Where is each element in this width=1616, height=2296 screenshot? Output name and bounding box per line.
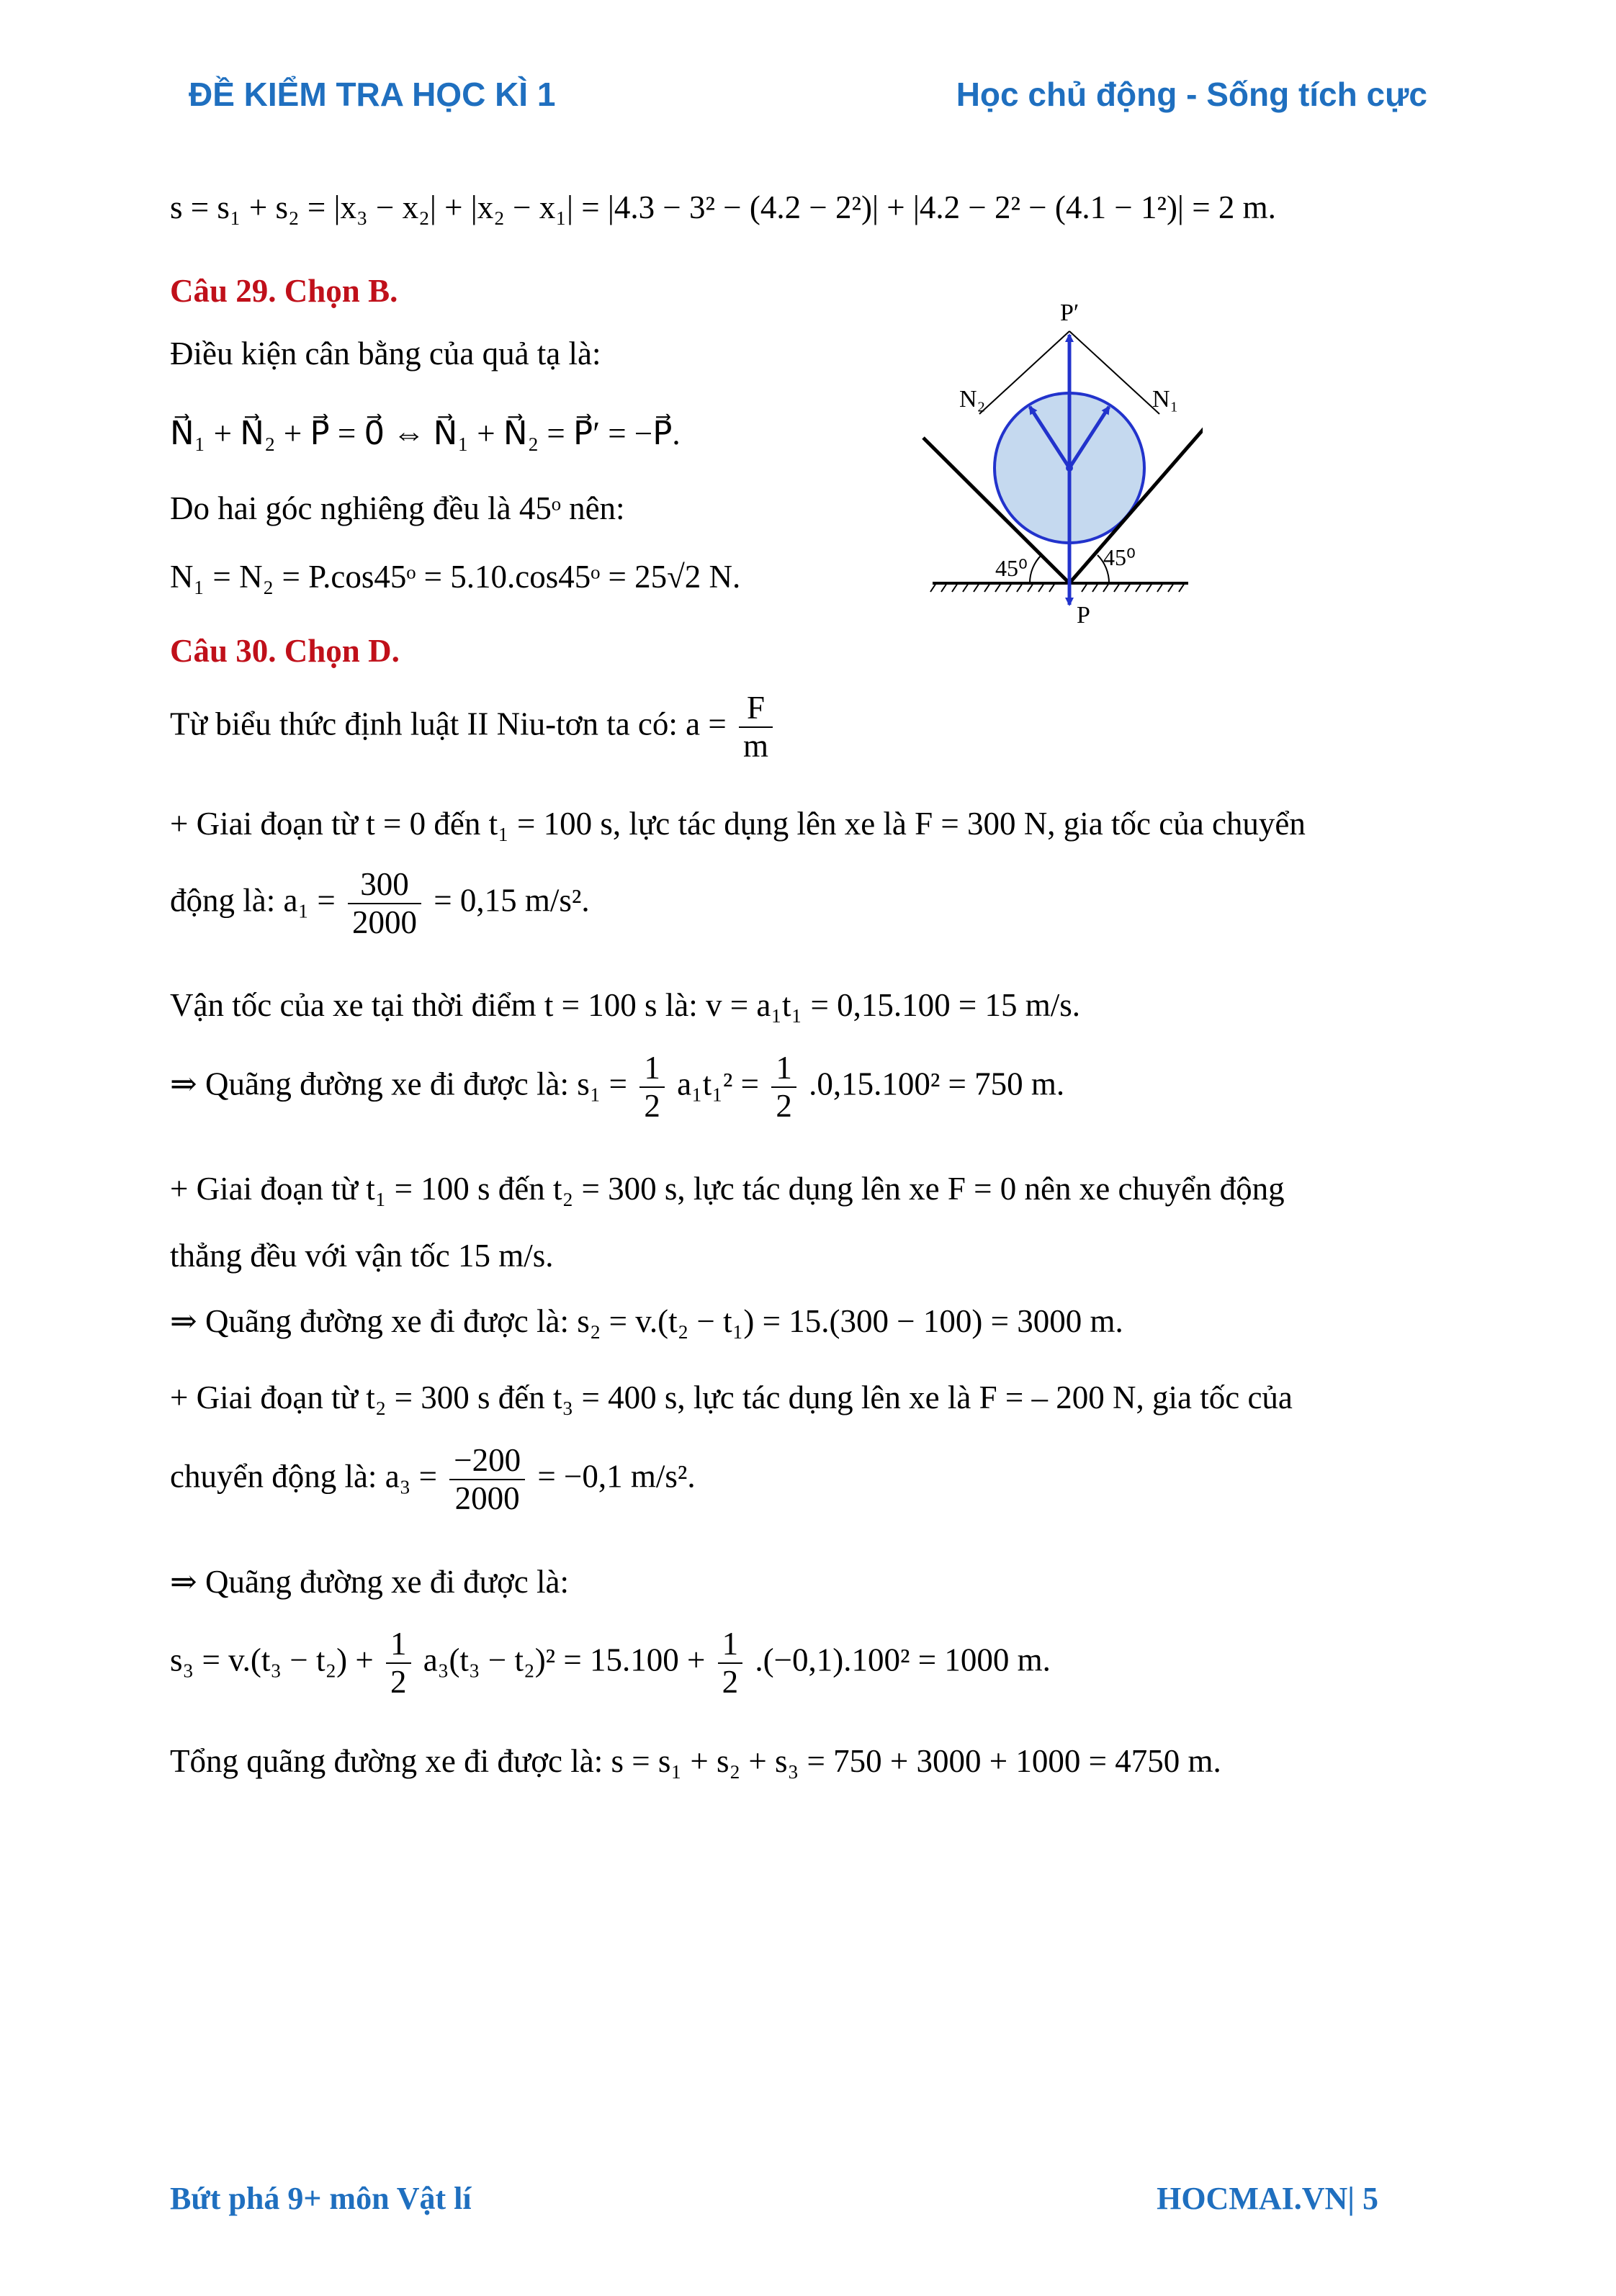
header-title-left: ĐỀ KIỂM TRA HỌC KÌ 1 [189,76,556,113]
angle-arc-left [1030,555,1041,583]
footer-site-page: HOCMAI.VN| 5 [1157,2181,1378,2216]
fraction-a3: $\frac{-200}{2000}$ [449,1444,525,1516]
label-p: P [1077,602,1090,629]
ball-center [1066,464,1073,472]
q30-line-12 [170,1627,1051,1700]
q30-line-3-text: động là: [170,882,276,919]
q29-equation-2: N₁ = N₂ = P.cos45ᵒ = 5.10.cos45ᵒ = 25√2 N. [170,559,741,595]
q30-line-1-lhs: a = [686,706,727,742]
label-n2: N₂ [959,386,986,413]
q30-line-10-rhs: = −0,1 m/s². [537,1458,696,1495]
q30-line-8: ⇒ Quãng đường xe đi được là: s₂ = v.(t₂ − t₁) = 15.(300 − 100) = 3000 m. [170,1303,1123,1339]
q30-line-5-rhs: .0,15.100² = 750 m. [809,1066,1065,1102]
q30-line-5 [170,1051,1064,1124]
q30-line-5-mid: a₁t₁² = [677,1066,760,1102]
q29-equation-1: N⃗₁ + N⃗₂ + P⃗ = 0⃗ ⇔ N⃗₁ + N⃗₂ = P⃗′ = −P⃗. [170,415,681,451]
angle-label-left: 45⁰ [995,555,1028,581]
q30-line-9: + Giai đoạn từ t₂ = 300 s đến t₃ = 400 s, lực tác dụng lên xe là F = – 200 N, gia tốc của [170,1379,1293,1415]
q30-line-5-lhs: s₁ = [577,1066,628,1102]
question-29-title: Câu 29. Chọn B. [170,273,398,309]
fraction-half-2: $\frac{1}{2}$ [771,1051,796,1124]
q30-line-1-text: Từ biểu thức định luật II Niu-tơn ta có: [170,706,678,742]
header-slogan-right: Học chủ động - Sống tích cực [956,76,1427,113]
q30-line-12-b: a₃(t₃ − t₂)² = 15.100 + [423,1642,706,1678]
fraction-a1: $\frac{300}{2000}$ [348,868,421,940]
q30-line-3-lhs: a₁ = [283,882,336,919]
fraction-half-1: $\frac{1}{2}$ [639,1051,665,1124]
q30-line-10-lhs: a₃ = [385,1458,437,1495]
q30-line-6: + Giai đoạn từ t₁ = 100 s đến t₂ = 300 s, lực tác dụng lên xe F = 0 nên xe chuyển động [170,1171,1285,1207]
q29-text-1: Điều kiện cân bằng của quả tạ là: [170,336,601,372]
q30-line-3-rhs: = 0,15 m/s². [434,882,590,919]
q30-line-1 [170,691,777,764]
force-diagram [915,284,1203,630]
fraction-half-3: $\frac{1}{2}$ [386,1627,411,1700]
q30-line-4: Vận tốc của xe tại thời điểm t = 100 s là: v = a₁t₁ = 0,15.100 = 15 m/s. [170,987,1080,1023]
equation-total-distance-top: s = s₁ + s₂ = |x₃ − x₂| + |x₂ − x₁| = |4.3 − 3² − (4.2 − 2²)| + |4.2 − 2² − (4.1 − 1²)| = 2 m. [170,189,1276,225]
footer-course-title: Bứt phá 9+ môn Vật lí [170,2181,472,2216]
q30-line-2: + Giai đoạn từ t = 0 đến t₁ = 100 s, lực tác dụng lên xe là F = 300 N, gia tốc của chuyển [170,806,1306,842]
q30-line-3 [170,868,590,940]
q30-line-7: thẳng đều với vận tốc 15 m/s. [170,1238,554,1274]
q30-line-11: ⇒ Quãng đường xe đi được là: [170,1564,569,1600]
q30-line-10 [170,1444,696,1516]
q30-line-12-c: .(−0,1).100² = 1000 m. [755,1642,1051,1678]
angle-label-right: 45⁰ [1103,544,1136,570]
fraction-half-4: $\frac{1}{2}$ [718,1627,743,1700]
q30-line-12-a: s₃ = v.(t₃ − t₂) + [170,1642,374,1678]
fraction-f-over-m: $\frac{F}{m}$ [739,691,773,764]
q30-line-13: Tổng quãng đường xe đi được là: s = s₁ + s₂ + s₃ = 750 + 3000 + 1000 = 4750 m. [170,1743,1221,1779]
q29-text-2: Do hai góc nghiêng đều là 45ᵒ nên: [170,490,625,526]
label-n1: N₁ [1152,386,1179,413]
label-p-prime: P′ [1060,300,1079,326]
q30-line-5-text: ⇒ Quãng đường xe đi được là: [170,1066,569,1102]
q30-line-10-text: chuyển động là: [170,1458,377,1495]
question-30-title: Câu 30. Chọn D. [170,633,400,669]
